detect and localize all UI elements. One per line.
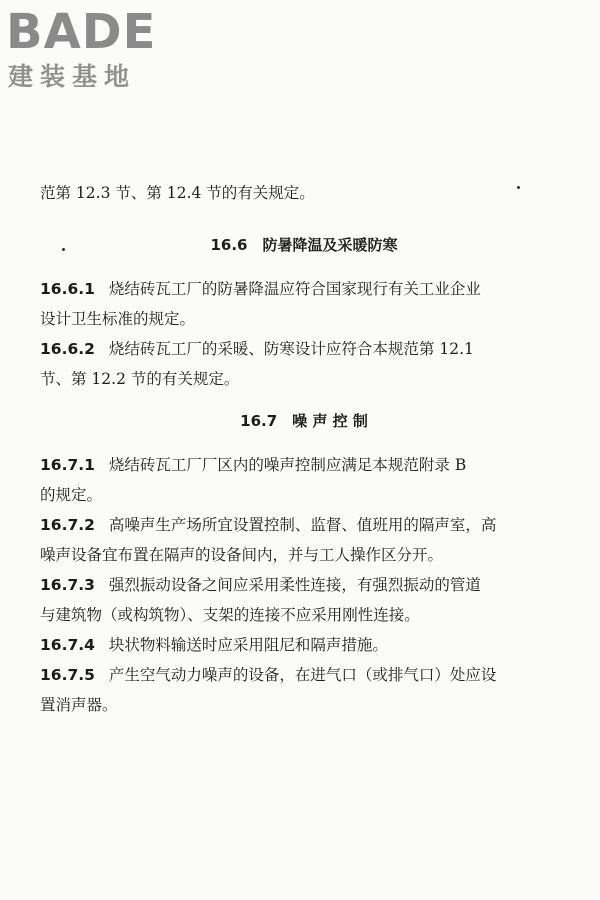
section-heading-16-6: 16.6 防暑降温及采暖防寒 [210, 236, 398, 254]
text-line: 节、第 12.2 节的有关规定。 [40, 370, 240, 388]
text-line: 设计卫生标准的规定。 [40, 310, 196, 328]
clause-text: 烧结砖瓦工厂的采暖、防寒设计应符合本规范第 12.1 [108, 340, 474, 358]
clause-number: 16.6.2 [40, 340, 95, 358]
clause-text: 烧结砖瓦工厂的防暑降温应符合国家现行有关工业企业 [108, 280, 481, 298]
clause-16-6-1 [40, 274, 568, 304]
clause-text: 高噪声生产场所宜设置控制、监督、值班用的隔声室，高 [108, 516, 497, 534]
clause-16-7-5 [40, 660, 568, 690]
logo-word: BADE [6, 4, 157, 60]
document-body [40, 178, 568, 720]
logo-subtitle: 建装基地 [8, 62, 137, 91]
bade-logo [6, 6, 176, 96]
clause-number: 16.6.1 [40, 280, 95, 298]
clause-number: 16.7.1 [40, 456, 95, 474]
clause-number: 16.7.3 [40, 576, 95, 594]
clause-number: 16.7.5 [40, 666, 95, 684]
clause-text: 产生空气动力噪声的设备，在进气口（或排气口）处应设 [108, 666, 497, 684]
clause-16-7-4 [40, 630, 568, 660]
clause-16-7-1 [40, 450, 568, 480]
section-heading-16-7: 16.7 噪 声 控 制 [240, 412, 368, 430]
clause-number: 16.7.4 [40, 636, 95, 654]
text-line: 与建筑物（或构筑物）、支架的连接不应采用刚性连接。 [40, 606, 420, 624]
clause-16-7-3 [40, 570, 568, 600]
clause-text: 块状物料输送时应采用阻尼和隔声措施。 [108, 636, 388, 654]
clause-number: 16.7.2 [40, 516, 95, 534]
clause-text: 强烈振动设备之间应采用柔性连接，有强烈振动的管道 [108, 576, 481, 594]
clause-16-7-2 [40, 510, 568, 540]
clause-16-6-2 [40, 334, 568, 364]
text-line: 的规定。 [40, 486, 103, 504]
text-line: 范第 12.3 节、第 12.4 节的有关规定。 [40, 184, 315, 202]
clause-text: 烧结砖瓦工厂厂区内的噪声控制应满足本规范附录 B [108, 456, 467, 474]
text-line: 置消声器。 [40, 696, 118, 714]
text-line: 噪声设备宜布置在隔声的设备间内，并与工人操作区分开。 [40, 546, 444, 564]
